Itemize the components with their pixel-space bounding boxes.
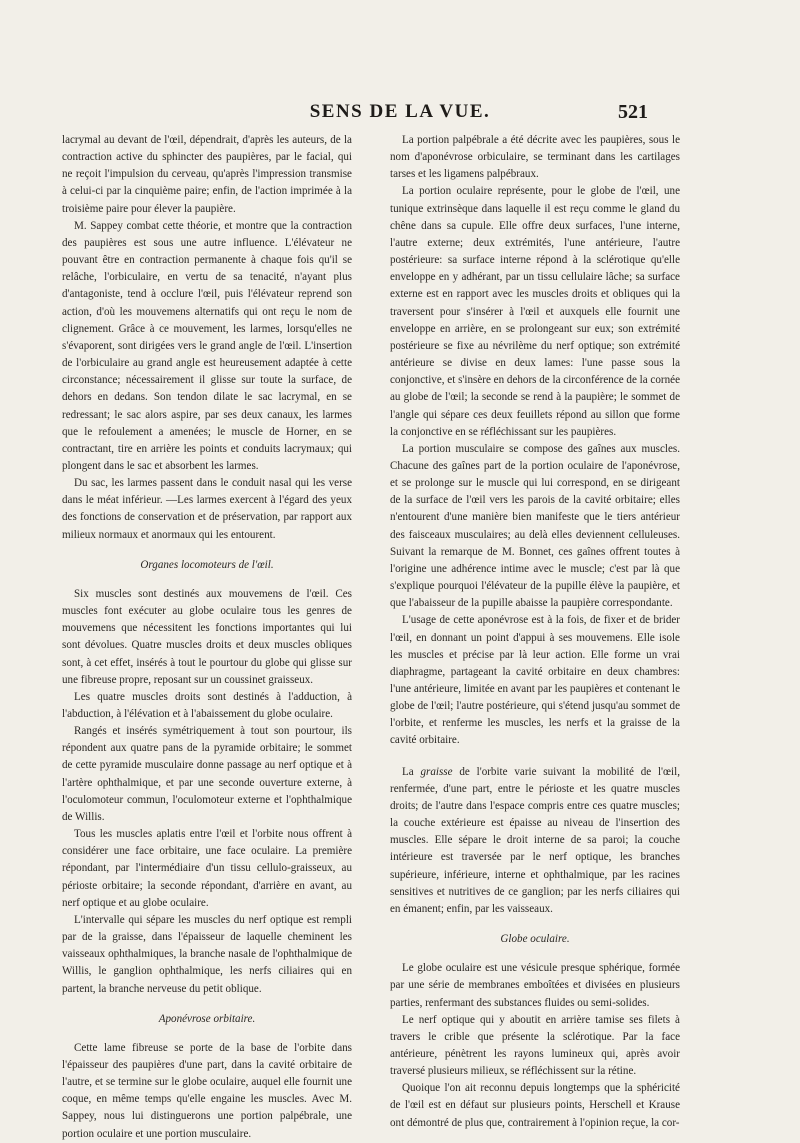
paragraph: La portion palpébrale a été décrite avec les paupières, sous le nom d'aponévrose orbiculaire, se terminant dans les cartilages tarses et les ligamens palpébraux. xyxy=(390,134,680,181)
left-column xyxy=(62,132,352,1143)
section-heading: Aponévrose orbitaire. xyxy=(158,1012,256,1025)
paragraph: L'intervalle qui sépare les muscles du nerf optique est rempli par de la graisse, dans l'épaisseur de laquelle cheminent les vaisseaux ophthalmiques, la branche nasale de l'ophthalmique de Willis, le ganglion ophthalmique, les nerfs ciliaires qui en partent, la branche nerveuse du petit oblique. xyxy=(62,913,352,995)
paragraph: Cette lame fibreuse se porte de la base de l'orbite dans l'épaisseur des paupières d'une part, dans la cavité orbitaire de l'autre, et se termine sur le globe oculaire, auquel elle fournit une coque, en même temps qu'elle engaine les muscles. Avec M. Sappey, nous lui distinguerons une portion palpébrale, une portion oculaire et une portion musculaire. xyxy=(62,1041,352,1140)
paragraph: Rangés et insérés symétriquement à tout son pourtour, ils répondent aux quatre pans de la pyramide orbitaire; le sommet de cette pyramide musculaire donne passage au nerf optique et à l'artère ophthalmique, et par une seconde ouverture externe, à l'oculomoteur commun, l'oculomoteur externe et l'ophthalmique de Willis. xyxy=(62,725,352,823)
paragraph: Six muscles sont destinés aux mouvemens de l'œil. Ces muscles font exécuter au globe oculaire tous les genres de mouvemens que nécessitent les fonctions importantes qui lui sont dévolues. Quatre muscles droits et deux muscles obliques sont, à cet effet, insérés à tout le pourtour du globe qui glisse sur une fibreuse propre, reposant sur un coussinet graisseux. xyxy=(62,587,352,686)
paragraph: La portion oculaire représente, pour le globe de l'œil, une tunique extrinsèque dans laquelle il est reçu comme le gland du chêne dans sa cupule. Elle offre deux surfaces, l'une interne, l'autre externe; deux extrémités, l'une antérieure, l'autre postérieure: sa surface interne répond à la sclérotique qu'elle enveloppe en y adhérant, par un tissu cellulaire lâche; sa surface externe est en rapport avec les muscles droits et obliques qui la traversent pour s'insérer à l'œil et auxquels elle fournit une enveloppe en arrière, en se prolongeant sur eux; son extrémité postérieure se fixe au névrilème du nerf optique; son extrémité antérieure se divise en deux lames: l'une passe sous la conjonctive, et s'insère en dehors de la circonférence de la cornée au globe de l'œil; la seconde se rend à la paupière; le sommet de l'angle qui sépare ces deux feuillets répond au sillon que forme la conjonctive en se réfléchissant sur les paupières. xyxy=(390,185,680,438)
paragraph: L'usage de cette aponévrose est à la fois, de fixer et de brider l'œil, en donnant un point d'appui à ses mouvemens. Elle isole les muscles et précise par là leur action. Elle forme un vrai diaphragme, partageant la cavité orbitaire en deux chambres: l'une antérieure, limitée en avant par les paupières et contenant le globe de l'œil; l'autre postérieure, qui s'étend jusqu'au sommet de l'orbite, et renferme les muscles, les nerfs et la graisse de la cavité orbitaire. xyxy=(390,614,680,747)
paragraph: lacrymal au devant de l'œil, dépendrait, d'après les auteurs, de la contraction active du sphincter des paupières, par le facial, qui ne reçoit l'impulsion du cerveau, qu'après l'impression transmise à celui-ci par la cinquième paire; enfin, de l'action imprimée à la troisième paire pour élever la paupière. xyxy=(62,134,352,215)
paragraph: Le nerf optique qui y aboutit en arrière tamise ses filets à travers le crible que présente la sclérotique. Par la face antérieure, pénètrent les rayons lumineux qui, après avoir traversé plusieurs milieux, se réfléchissent sur la rétine. xyxy=(390,1013,680,1078)
paragraph: La portion musculaire se compose des gaînes aux muscles. Chacune des gaînes part de la portion oculaire de l'aponévrose, et se prolonge sur le muscle qui lui correspond, en se dirigeant de la surface de l'œil vers les parois de la cavité orbitaire; elles n'entourent d'une manière bien manifeste que le tiers antérieur des faisceaux musculaires; au delà elles deviennent celluleuses. Suivant la remarque de M. Bonnet, ces gaînes offrent toutes à l'origine une adhérence intime avec le muscle; c'est par là que s'explique pourquoi l'élévateur de la pupille élève la paupière, et que l'abaisseur de la pupille abaisse la paupière correspondante. xyxy=(390,442,680,610)
italic-term: graisse xyxy=(420,765,453,778)
paragraph: Le globe oculaire est une vésicule presque sphérique, formée par une série de membranes emboîtées et divisées en plusieurs parties, renfermant des substances fluides ou semi-solides. xyxy=(390,962,680,1009)
paragraph xyxy=(390,764,680,918)
right-column xyxy=(390,132,680,1132)
running-title: SENS DE LA VUE. xyxy=(309,101,491,122)
page-number: 521 xyxy=(618,101,648,123)
paragraph: Les quatre muscles droits sont destinés à l'adduction, à l'abduction, à l'élévation et à l'abaissement du globe oculaire. xyxy=(62,690,352,720)
paragraph: Quoique l'on ait reconnu depuis longtemps que la sphéricité de l'œil est en défaut sur plusieurs points, Herschell et Krause ont démontré de plus que, contrairement à l'opinion reçue, la cor- xyxy=(390,1082,680,1129)
paragraph: Du sac, les larmes passent dans le conduit nasal qui les verse dans le méat inférieur. —Les larmes exercent à l'égard des yeux des fonctions de conservation et de préservation, par rapport aux milieux normaux et anormaux qui les entourent. xyxy=(62,477,352,541)
section-heading: Organes locomoteurs de l'œil. xyxy=(140,558,274,571)
paragraph-lead: La xyxy=(402,765,414,778)
paragraph-text: de l'orbite varie suivant la mobilité de l'œil, renfermée, d'une part, entre le périoste et les quatre muscles droits; de l'autre dans l'espace compris entre ces quatre muscles; la couche extérieure est épaisse au niveau de l'insertion des muscles. Elle sépare le droit interne de sa paroi; la couche intérieure est traversée par le nerf optique, les branches supérieure, inférieure, interne et ophthalmique, par les racines sensitives et nutritives de ce ganglion; par les nerfs ciliaires qui en émanent; enfin, par les vaisseaux. xyxy=(390,765,680,915)
section-heading: Globe oculaire. xyxy=(500,933,570,946)
paragraph: Tous les muscles aplatis entre l'œil et l'orbite nous offrent à considérer une face orbitaire, une face oculaire. La première répondant, par l'intermédiaire d'un tissu cellulo-graisseux, au périoste orbitaire; la seconde répondant, d'arrière en avant, au nerf optique et au globe oculaire. xyxy=(62,828,352,909)
paragraph: M. Sappey combat cette théorie, et montre que la contraction des paupières est sous une autre influence. L'élévateur ne pouvant être en contraction permanente à chaque fois qu'il se relâche, l'orbiculaire, en vertu de sa tenacité, n'ayant plus d'antagoniste, tend à occlure l'œil, puis l'élévateur reprend son action, d'où les mouvemens alternatifs qui ont reçu le nom de clignement. Grâce à ce mouvement, les larmes, lorsqu'elles ne s'évaporent, sont dirigées vers le grand angle de l'œil. L'insertion de l'orbiculaire au grand angle est heureusement adaptée à cette circonstance; nécessairement il glisse sur toute la surface, de dehors en dedans. Son tendon dilate le sac lacrymal, en se redressant; le sac alors aspire, par ses deux canaux, les larmes que le refoulement a amenées; le muscle de Horner, en se contractant, tire en arrière les points et conduits lacrymaux; qui plongent dans le sac et absorbent les larmes. xyxy=(62,219,352,472)
